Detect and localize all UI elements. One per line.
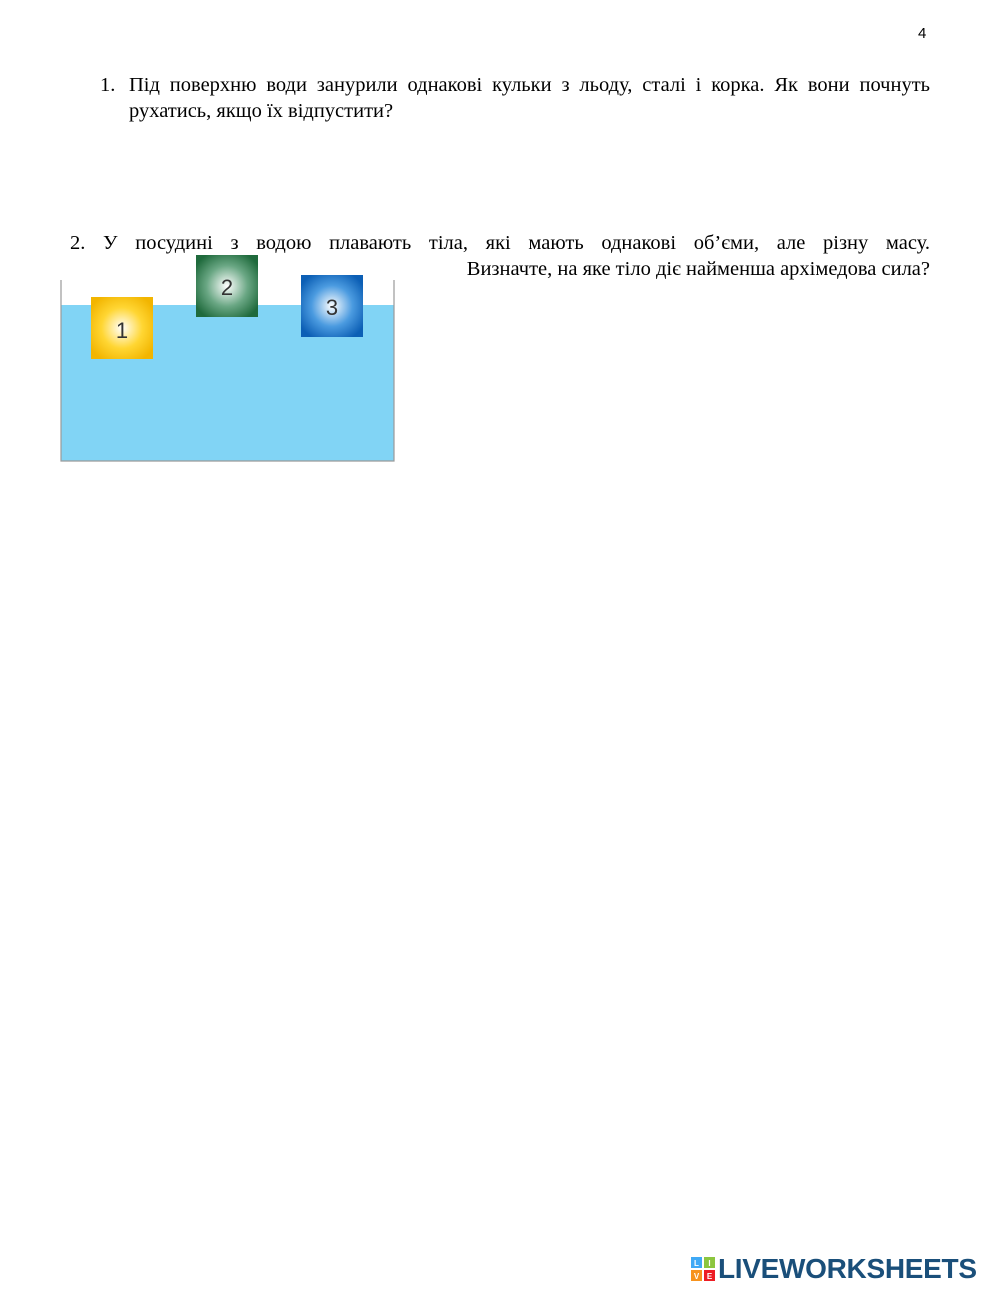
question-2-first-line (70, 230, 930, 256)
question-2-text-line2: Визначте, на яке тіло діє найменша архімедова сила? (466, 258, 930, 280)
body-2-label: 2 (220, 275, 234, 300)
liveworksheets-logo (691, 1253, 977, 1285)
question-2-text-line1: У посудині з водою плавають тіла, які мають однакові об’єми, але різну масу. (103, 232, 931, 254)
question-1 (100, 72, 930, 124)
body-3-label: 3 (325, 295, 339, 320)
body-3 (301, 275, 363, 337)
svg-text:E: E (706, 1272, 713, 1281)
svg-text:V: V (693, 1272, 700, 1281)
live-blocks-icon (691, 1257, 715, 1281)
water-vessel-figure (59, 255, 399, 465)
svg-text:I: I (708, 1259, 711, 1268)
question-2-number: 2. (70, 232, 86, 254)
body-1 (91, 297, 153, 359)
logo-text: LIVEWORKSHEETS (718, 1253, 977, 1284)
page-number: 4 (918, 25, 927, 42)
question-1-number: 1. (100, 74, 116, 96)
svg-text:L: L (694, 1259, 699, 1268)
question-1-text: Під поверхню води занурили однакові кульки з льоду, сталі і корка. Як вони почнуть рухатись, якщо їх відпустити? (129, 74, 930, 122)
body-1-label: 1 (115, 318, 129, 343)
body-2 (196, 255, 258, 317)
